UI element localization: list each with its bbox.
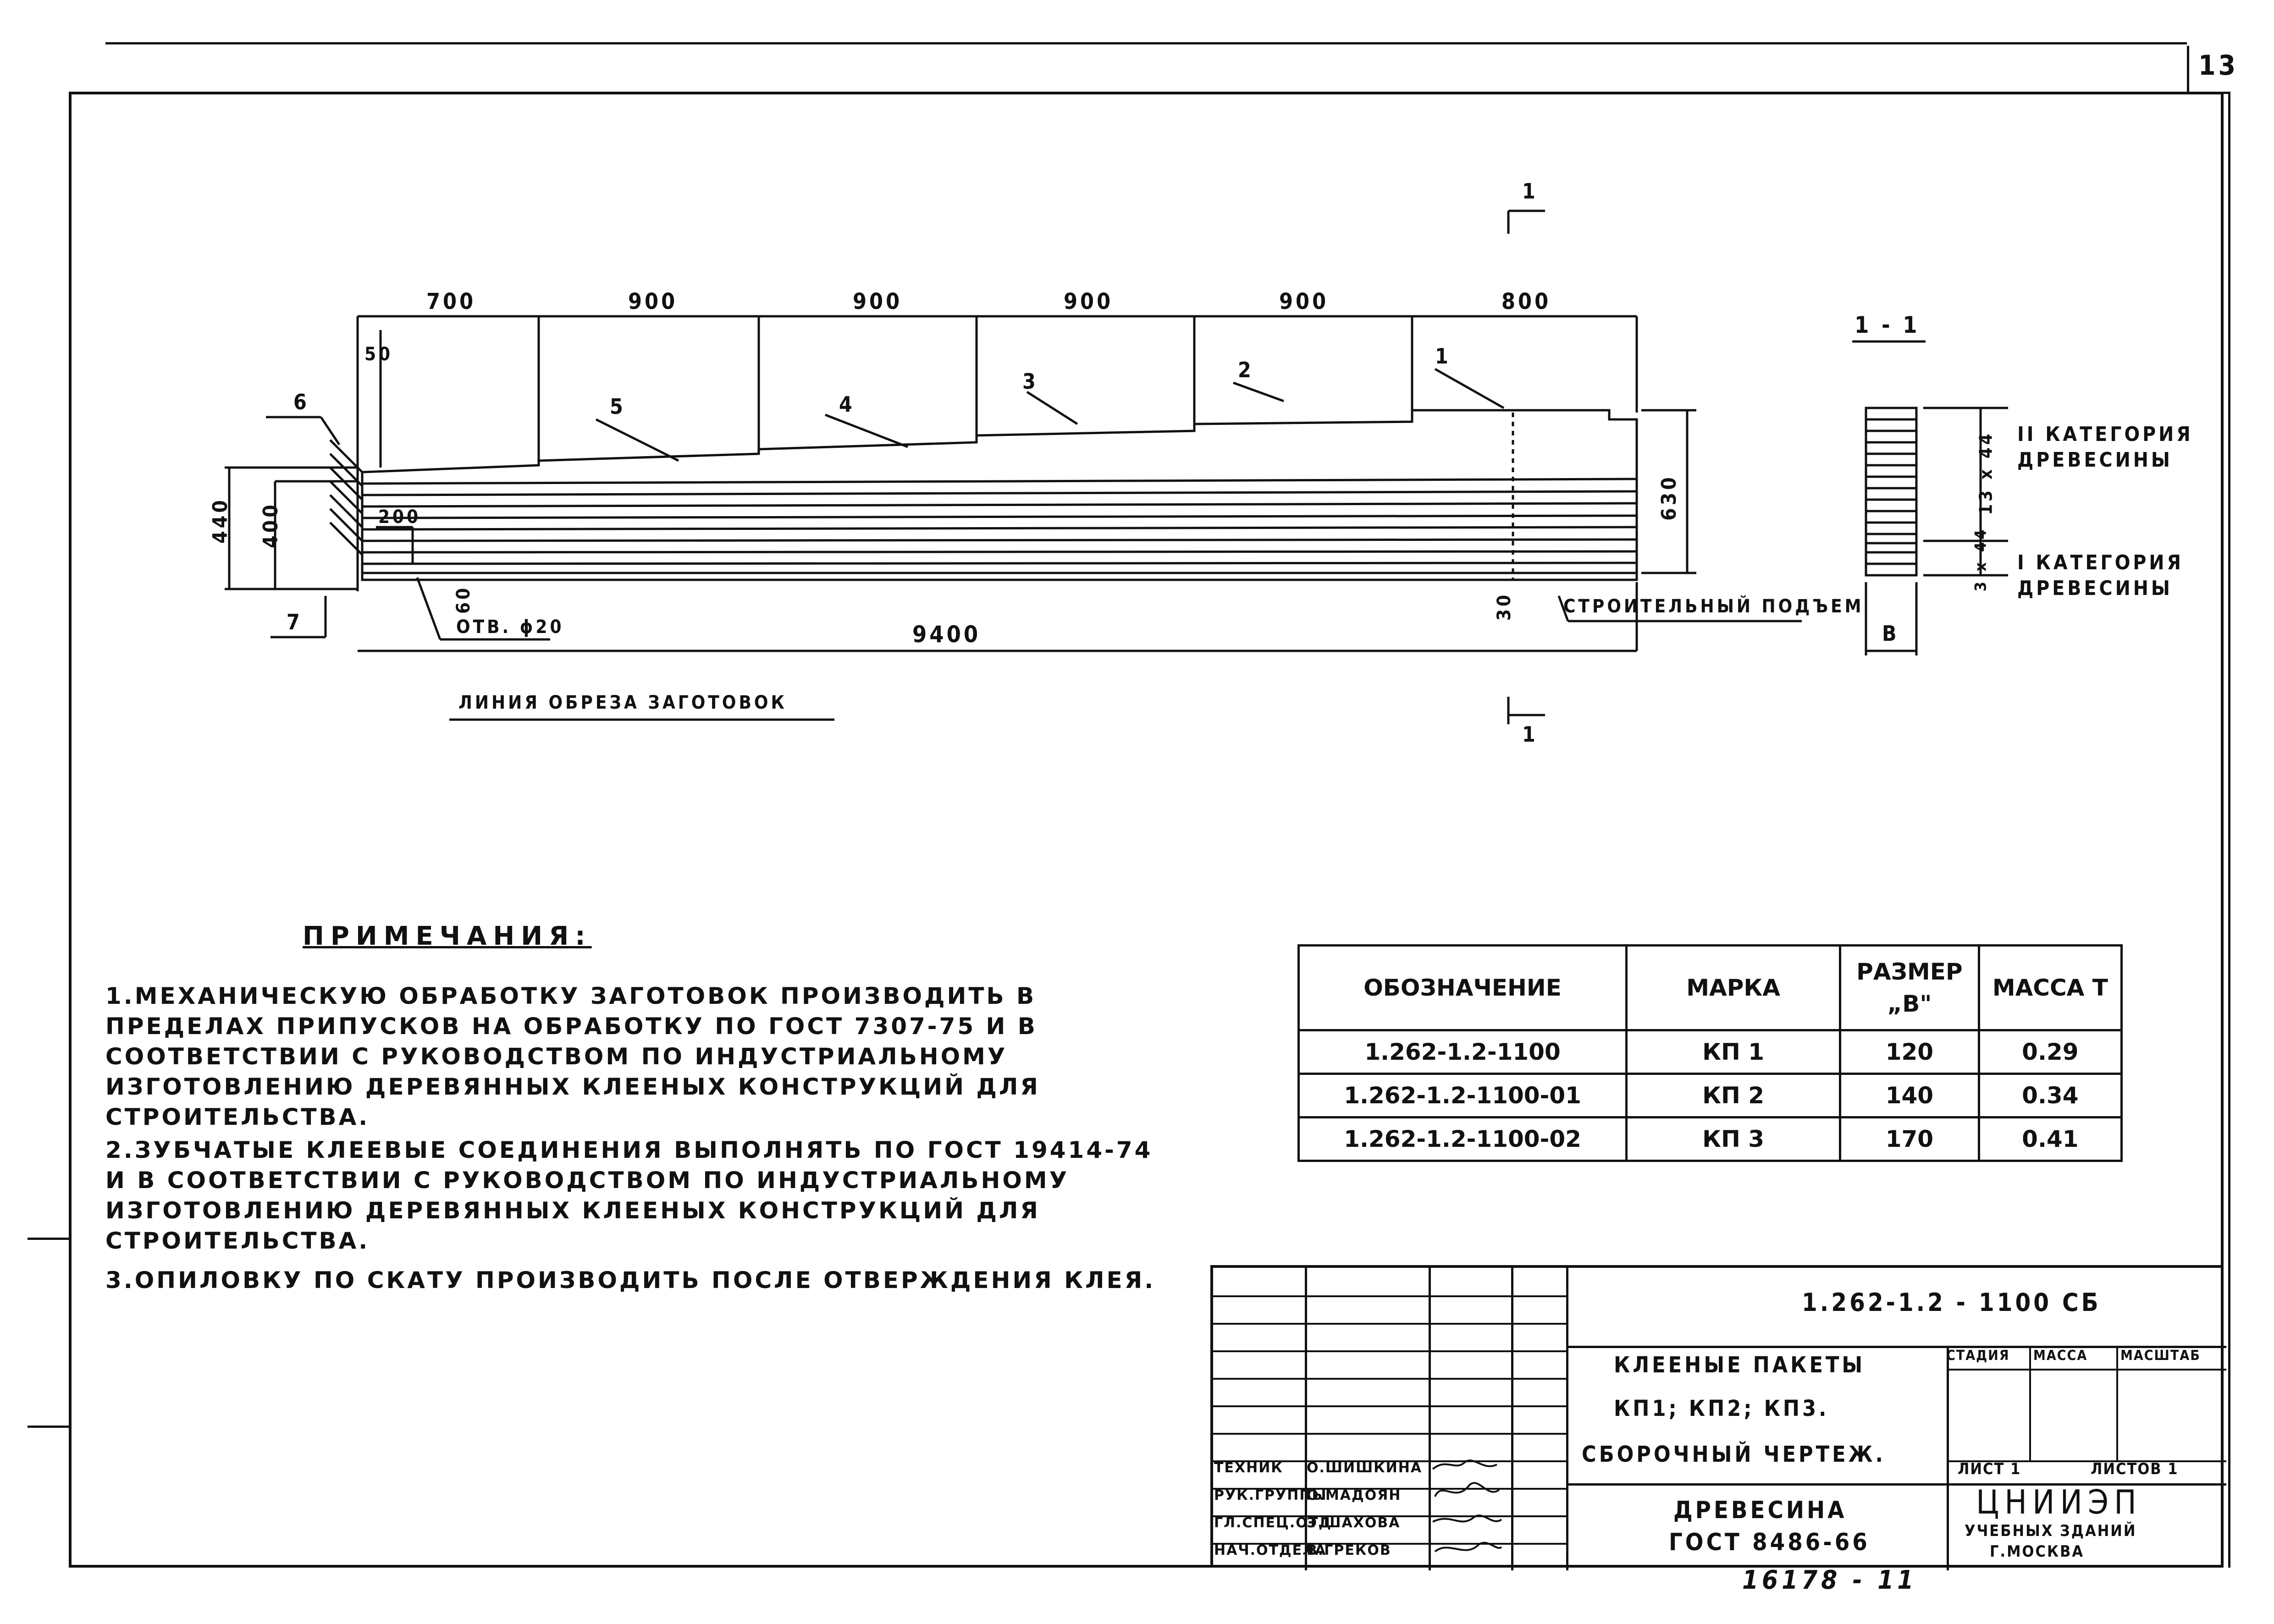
section-dim-b: В xyxy=(1882,621,1899,646)
cut-line-label: ЛИНИЯ ОБРЕЗА ЗАГОТОВОК xyxy=(458,692,787,713)
spec-cell: 0.34 xyxy=(1979,1074,2121,1118)
callout-6: 6 xyxy=(293,390,309,414)
signature-scribbles xyxy=(1428,1453,1506,1568)
callout-3: 3 xyxy=(1022,369,1038,394)
dim-440: 440 xyxy=(208,497,232,544)
spec-header-designation: ОБОЗНАЧЕНИЕ xyxy=(1299,946,1627,1030)
col-mass: МАССА xyxy=(2033,1348,2088,1364)
spec-cell: 120 xyxy=(1840,1030,1979,1074)
spec-table xyxy=(1297,944,2123,1162)
dim-top-1: 700 xyxy=(426,289,476,314)
spec-header-row xyxy=(1299,946,2122,1030)
org-city: Г.МОСКВА xyxy=(1990,1542,2084,1561)
spec-cell: 140 xyxy=(1840,1074,1979,1118)
sig-role-1: ТЕХНИК xyxy=(1214,1460,1283,1476)
dim-200: 200 xyxy=(378,506,421,528)
spec-cell: 1.262-1.2-1100-01 xyxy=(1299,1074,1627,1118)
callout-2: 2 xyxy=(1238,358,1254,382)
archive-number: 16178 - 11 xyxy=(1742,1565,1917,1595)
doc-code: 1.262-1.2 - 1100 СБ xyxy=(1802,1288,2101,1317)
material-line-1: ДРЕВЕСИНА xyxy=(1673,1497,1847,1524)
spec-cell: КП 1 xyxy=(1627,1030,1840,1074)
sig-name-2: О.МАДОЯН xyxy=(1307,1487,1402,1503)
note-3: 3.ОПИЛОВКУ ПО СКАТУ ПРОИЗВОДИТЬ ПОСЛЕ ОТВЕРЖДЕНИЯ КЛЕЯ. xyxy=(105,1267,1156,1294)
sig-name-1: О.ШИШКИНА xyxy=(1307,1460,1423,1476)
section-dim-lower: 3 х 44 xyxy=(1971,527,1990,592)
spec-cell: 0.29 xyxy=(1979,1030,2121,1074)
doc-name-line-2: КП1; КП2; КП3. xyxy=(1614,1396,1829,1421)
org-logo-text: ЦНИИЭП xyxy=(1976,1483,2142,1521)
dim-400: 400 xyxy=(259,502,282,548)
dim-9400: 9400 xyxy=(912,621,981,648)
spec-cell: КП 3 xyxy=(1627,1118,1840,1161)
spec-cell: 170 xyxy=(1840,1118,1979,1161)
section-mark-top: 1 xyxy=(1522,179,1538,204)
callout-4: 4 xyxy=(839,392,855,417)
notes-list xyxy=(105,981,1160,1298)
dim-30: 30 xyxy=(1494,592,1515,621)
sig-name-4: В.ГРЕКОВ xyxy=(1307,1542,1391,1558)
dim-630: 630 xyxy=(1657,474,1681,521)
spec-header-mark: МАРКА xyxy=(1627,946,1840,1030)
note-1: 1.МЕХАНИЧЕСКУЮ ОБРАБОТКУ ЗАГОТОВОК ПРОИЗВОДИТЬ В ПРЕДЕЛАХ ПРИПУСКОВ НА ОБРАБОТКУ ПО ГОСТ 7307-75 И В СООТВЕТСТВИИ С РУКОВОДСТВОМ ПО ИНДУСТРИАЛЬНОМУ ИЗГОТОВЛЕНИЮ ДЕРЕВЯННЫХ КЛЕЕНЫХ КОНСТРУКЦИЙ ДЛЯ СТРОИТЕЛЬСТВА. xyxy=(105,983,1040,1130)
sheet-label: ЛИСТ 1 xyxy=(1958,1460,2021,1478)
sig-name-3: Э.ШАХОВА xyxy=(1307,1515,1401,1531)
dim-60: 60 xyxy=(453,585,475,614)
spec-cell: КП 2 xyxy=(1627,1074,1840,1118)
org-subtitle: УЧЕБНЫХ ЗДАНИЙ xyxy=(1965,1522,2137,1540)
spec-header-mass: МАССА Т xyxy=(1979,946,2121,1030)
lift-label: СТРОИТЕЛЬНЫЙ ПОДЪЕМ xyxy=(1563,596,1864,617)
sheet-number: 13 xyxy=(2198,50,2239,82)
sheets-label: ЛИСТОВ 1 xyxy=(2091,1460,2179,1478)
sig-role-3: ГЛ.СПЕЦ.ОТД xyxy=(1214,1515,1332,1531)
category-1-label: I КАТЕГОРИЯ ДРЕВЕСИНЫ xyxy=(2017,551,2184,600)
dim-top-2: 900 xyxy=(628,289,678,314)
dim-top-5: 900 xyxy=(1279,289,1329,314)
spec-cell: 0.41 xyxy=(1979,1118,2121,1161)
sig-role-2: РУК.ГРУППЫ xyxy=(1214,1487,1327,1503)
dim-top-6: 800 xyxy=(1501,289,1551,314)
note-2: 2.ЗУБЧАТЫЕ КЛЕЕВЫЕ СОЕДИНЕНИЯ ВЫПОЛНЯТЬ ПО ГОСТ 19414-74 И В СООТВЕТСТВИИ С РУКОВОДСТВОМ ПО ИНДУСТРИАЛЬНОМУ ИЗГОТОВЛЕНИЮ ДЕРЕВЯННЫХ КЛЕЕНЫХ КОНСТРУКЦИЙ ДЛЯ СТРОИТЕЛЬСТВА. xyxy=(105,1137,1153,1254)
dim-top-4: 900 xyxy=(1064,289,1114,314)
category-2-label: II КАТЕГОРИЯ ДРЕВЕСИНЫ xyxy=(2017,423,2193,472)
spec-cell: 1.262-1.2-1100 xyxy=(1299,1030,1627,1074)
section-dim-upper: 13 х 44 xyxy=(1976,431,1996,515)
dim-top-3: 900 xyxy=(853,289,903,314)
table-row xyxy=(1299,1074,2122,1118)
side-mark-top xyxy=(28,1238,69,1240)
table-row xyxy=(1299,1118,2122,1161)
hole-label: ОТВ. ϕ20 xyxy=(456,617,564,638)
spec-header-size: РАЗМЕР „В" xyxy=(1840,946,1979,1030)
callout-7: 7 xyxy=(287,610,303,634)
callout-1: 1 xyxy=(1435,344,1451,369)
doc-name-line-1: КЛЕЕНЫЕ ПАКЕТЫ xyxy=(1614,1352,1866,1378)
section-title: 1 - 1 xyxy=(1855,312,1920,338)
col-scale: МАСШТАБ xyxy=(2120,1348,2201,1364)
dim-50: 50 xyxy=(364,344,393,365)
sig-role-4: НАЧ.ОТДЕЛА xyxy=(1214,1542,1327,1558)
material-line-2: ГОСТ 8486-66 xyxy=(1669,1529,1870,1556)
side-mark-bottom xyxy=(28,1426,69,1428)
table-row xyxy=(1299,1030,2122,1074)
doc-name-line-3: СБОРОЧНЫЙ ЧЕРТЕЖ. xyxy=(1582,1442,1886,1467)
callout-5: 5 xyxy=(610,394,626,419)
notes-title: ПРИМЕЧАНИЯ: xyxy=(303,921,592,951)
spec-cell: 1.262-1.2-1100-02 xyxy=(1299,1118,1627,1161)
col-stage: СТАДИЯ xyxy=(1946,1348,2010,1364)
section-mark-bottom: 1 xyxy=(1522,722,1538,747)
